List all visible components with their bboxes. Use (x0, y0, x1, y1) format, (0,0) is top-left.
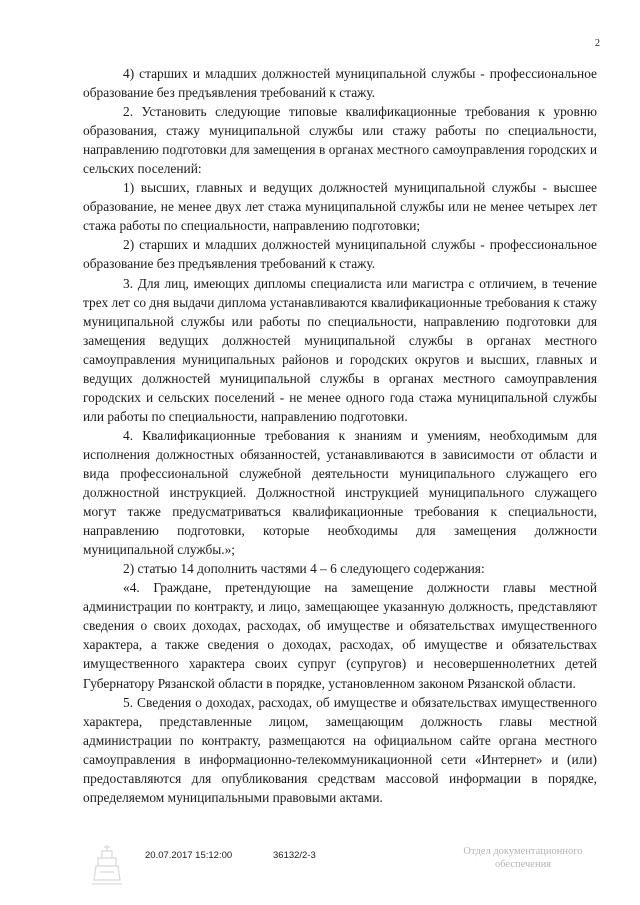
document-number: 36132/2-3 (273, 850, 316, 861)
paragraph-item-4-junior-posts: 4) старших и младших должностей муниципальной службы - профессиональное образование без предъявления требований к стажу. (83, 66, 597, 101)
document-body (83, 64, 597, 807)
paragraph-part-4: «4. Граждане, претендующие на замещение должности главы местной администрации по контракту, и лицо, замещающее указанную должность, представляют сведения о своих доходах, расходах, об имуществе и обязательствах имущественного характера, а также сведения о доходах, расходах, об имуществе и обязательствах имущественного характера своих супруг (супругов) и несовершеннолетних детей Губернатору Рязанской области в порядке, установленном законом Рязанской области. (83, 580, 597, 691)
paragraph-item-2-junior-posts: 2) старших и младших должностей муниципальной службы - профессиональное образование без предъявления требований к стажу. (83, 237, 597, 272)
print-timestamp: 20.07.2017 15:12:00 (145, 850, 233, 861)
coat-of-arms-icon (88, 842, 126, 886)
paragraph-part-5: 5. Сведения о доходах, расходах, об имуществе и обязательствах имущественного характера, представленные лицом, замещающим должность главы местной администрации по контракту, размещаются на официальном сайте органа местного самоуправления в информационно-телекоммуникационной сети «Интернет» и (или) предоставляются для опубликования средствам массовой информации в порядке, определяемом муниципальными правовыми актами. (83, 694, 597, 805)
paragraph-article-14-amendment: 2) статью 14 дополнить частями 4 – 6 следующего содержания: (123, 561, 485, 577)
paragraph-section-2: 2. Установить следующие типовые квалификационные требования к уровню образования, стажу муниципальной службы или стажу работы по специальности, направлению подготовки для замещения в органах местного самоуправления городских и сельских поселений: (83, 104, 597, 177)
paragraph-section-3: 3. Для лиц, имеющих дипломы специалиста или магистра с отличием, в течение трех лет со дня выдачи диплома устанавливаются квалификационные требования к стажу муниципальной службы или работы по специальности, направлению подготовки для замещения ведущих должностей муниципальной службы в органах местного самоуправления муниципальных районов и городских округов и высших, главных и ведущих должностей муниципальной службы в органах местного самоуправления городских и сельских поселений - не менее одного года стажа муниципальной службы или работы по специальности, направлению подготовки. (83, 275, 597, 424)
paragraph-item-1-senior-posts: 1) высших, главных и ведущих должностей муниципальной службы - высшее образование, не менее двух лет стажа муниципальной службы или не менее четырех лет стажа работы по специальности, направлению подготовки; (83, 180, 597, 234)
department-watermark: Отдел документационного обеспечения (463, 846, 583, 870)
paragraph-section-4: 4. Квалификационные требования к знаниям и умениям, необходимым для исполнения должностных обязанностей, устанавливаются в зависимости от области и вида профессиональной служебной деятельности муниципального служащего его должностной инструкцией. Должностной инструкцией муниципального служащего могут также предусматриваться квалификационные требования к специальности, направлению подготовки, которые необходимы для замещения должности муниципальной службы.»; (83, 427, 597, 558)
page-number: 2 (595, 38, 600, 49)
page-footer (0, 842, 640, 892)
